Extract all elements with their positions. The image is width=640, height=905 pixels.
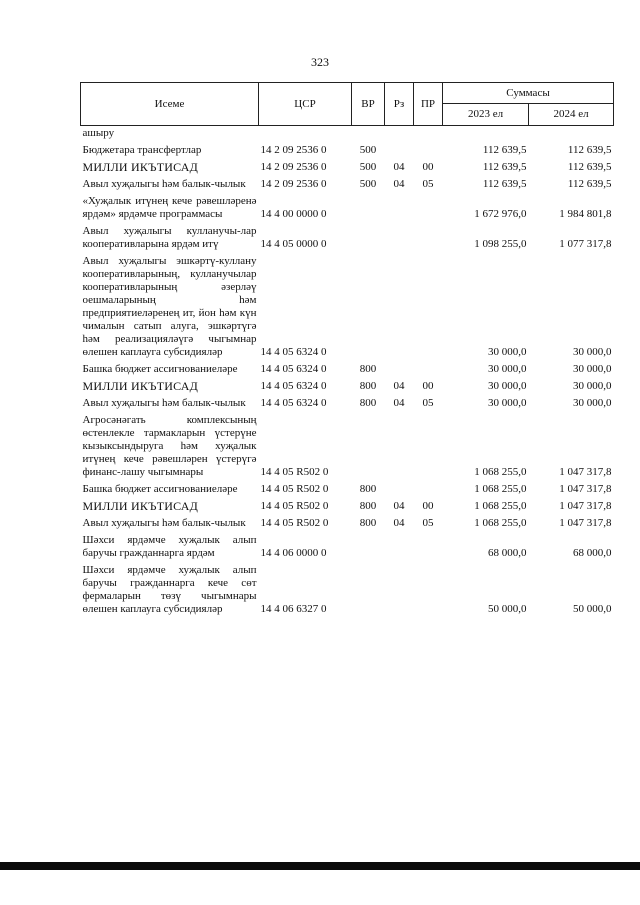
row-csr: 14 4 00 0000 0 [260, 208, 327, 220]
row-name: МИЛЛИ ИКЪТИСАД [82, 379, 198, 393]
budget-table [80, 82, 614, 619]
row-csr: 14 2 09 2536 0 [260, 144, 327, 156]
header-csr: ЦСР [259, 83, 352, 126]
row-sum-2023: 1 098 255,0 [474, 238, 527, 250]
row-csr: 14 4 05 6324 0 [260, 363, 327, 375]
row-sum-2023: 1 068 255,0 [474, 483, 527, 495]
row-sum-2024: 1 047 317,8 [559, 466, 612, 478]
row-vr: 800 [359, 483, 377, 495]
table-row [81, 224, 614, 254]
row-vr [352, 413, 385, 482]
table-header [81, 83, 614, 126]
row-name: Авыл хуҗалыгы һәм балык-чылык [82, 397, 246, 409]
header-vr: ВР [352, 83, 385, 126]
row-rz: 04 [393, 517, 405, 529]
row-vr [352, 224, 385, 254]
row-rz [385, 194, 414, 224]
table-row [81, 533, 614, 563]
row-sum-2024: 30 000,0 [573, 380, 612, 392]
table-row [81, 126, 614, 144]
row-csr [259, 126, 352, 144]
header-year-2024: 2024 ел [529, 104, 614, 126]
row-sum-2023: 112 639,5 [482, 144, 527, 156]
row-vr [352, 563, 385, 619]
row-sum-2024: 30 000,0 [573, 397, 612, 409]
row-vr [352, 533, 385, 563]
table-row [81, 396, 614, 413]
row-pr [414, 224, 443, 254]
row-vr: 800 [359, 517, 377, 529]
row-rz [385, 254, 414, 362]
row-csr: 14 2 09 2536 0 [260, 178, 327, 190]
table-row [81, 413, 614, 482]
table-row [81, 499, 614, 516]
row-vr [352, 254, 385, 362]
row-rz [385, 563, 414, 619]
row-rz: 04 [393, 500, 405, 512]
header-pr: ПР [414, 83, 443, 126]
row-sum-2023: 1 672 976,0 [474, 208, 527, 220]
row-sum-2024: 30 000,0 [573, 363, 612, 375]
row-vr: 800 [359, 363, 377, 375]
row-pr [414, 254, 443, 362]
row-pr [414, 143, 443, 160]
row-csr: 14 4 05 R502 0 [260, 483, 329, 495]
table-row [81, 194, 614, 224]
row-pr [414, 563, 443, 619]
row-csr: 14 2 09 2536 0 [260, 161, 327, 173]
table-row [81, 160, 614, 177]
table-row [81, 379, 614, 396]
row-pr [414, 533, 443, 563]
row-pr: 00 [422, 161, 434, 173]
row-vr: 500 [359, 178, 377, 190]
header-rz: Рз [385, 83, 414, 126]
row-pr: 00 [422, 500, 434, 512]
row-vr: 500 [359, 144, 377, 156]
row-sum-2023: 112 639,5 [482, 161, 527, 173]
row-sum-2024: 1 077 317,8 [559, 238, 612, 250]
row-pr: 05 [422, 517, 434, 529]
row-vr [352, 126, 385, 144]
bottom-scan-border [0, 862, 640, 870]
row-name: МИЛЛИ ИКЪТИСАД [82, 499, 198, 513]
row-sum-2023: 30 000,0 [488, 346, 527, 358]
row-sum-2024: 1 047 317,8 [559, 517, 612, 529]
row-name: «Хуҗалык итүнең кече рәвешләренә ярдәм» ярдәмче программасы [82, 195, 257, 220]
row-name: Авыл хуҗалыгы эшкәртү-куллану кооперативларының, кулланучылар кооперативларының әзерләү оешмаларының һәм предприятиеләренең ит, йон һәм күн чималын сатып алуга, эшкәртүгә һәм реализацияләүгә чыгымнар өлешен каплауга субсидияләр [82, 255, 257, 358]
table-row [81, 254, 614, 362]
table-row [81, 563, 614, 619]
row-csr: 14 4 05 6324 0 [260, 380, 327, 392]
row-rz [385, 413, 414, 482]
row-pr: 00 [422, 380, 434, 392]
row-rz: 04 [393, 380, 405, 392]
row-sum-2024: 112 639,5 [567, 161, 612, 173]
row-name: МИЛЛИ ИКЪТИСАД [82, 160, 198, 174]
row-sum-2024: 30 000,0 [573, 346, 612, 358]
header-sums: Суммасы [443, 83, 614, 104]
row-csr: 14 4 06 0000 0 [260, 547, 327, 559]
row-sum-2024: 1 047 317,8 [559, 500, 612, 512]
row-csr: 14 4 05 6324 0 [260, 346, 327, 358]
row-pr [414, 362, 443, 379]
row-vr: 500 [359, 161, 377, 173]
table-row [81, 516, 614, 533]
row-csr: 14 4 06 6327 0 [260, 603, 327, 615]
row-sum-2023: 68 000,0 [488, 547, 527, 559]
row-name: Шәхси ярдәмче хуҗалык алып баручы гражданнарга кече сөт фермаларын төзү чыгымнары өлешен каплауга субсидияләр [82, 564, 257, 615]
row-vr [352, 194, 385, 224]
row-csr: 14 4 05 R502 0 [260, 517, 329, 529]
row-sum-2023: 30 000,0 [488, 363, 527, 375]
row-sum-2023: 112 639,5 [482, 178, 527, 190]
row-sum-2023: 1 068 255,0 [474, 517, 527, 529]
row-sum-2024: 50 000,0 [573, 603, 612, 615]
row-name: Башка бюджет ассигнованиеләре [82, 483, 238, 495]
row-rz [385, 143, 414, 160]
row-csr: 14 4 05 6324 0 [260, 397, 327, 409]
row-pr: 05 [422, 178, 434, 190]
row-sum-2023 [443, 126, 529, 144]
header-year-2023: 2023 ел [443, 104, 529, 126]
row-csr: 14 4 05 0000 0 [260, 238, 327, 250]
row-rz [385, 533, 414, 563]
row-rz [385, 224, 414, 254]
row-name: Башка бюджет ассигнованиеләре [82, 363, 238, 375]
row-pr: 05 [422, 397, 434, 409]
header-name: Исеме [81, 83, 259, 126]
row-name: Авыл хуҗалыгы һәм балык-чылык [82, 517, 246, 529]
row-sum-2024: 1 047 317,8 [559, 483, 612, 495]
row-rz [385, 126, 414, 144]
row-sum-2024: 112 639,5 [567, 178, 612, 190]
row-rz: 04 [393, 161, 405, 173]
row-pr [414, 482, 443, 499]
row-sum-2023: 50 000,0 [488, 603, 527, 615]
row-name: Авыл хуҗалыгы кулланучы-лар кооперативларына ярдәм итү [82, 225, 257, 250]
row-vr: 800 [359, 380, 377, 392]
table-row [81, 482, 614, 499]
row-sum-2023: 30 000,0 [488, 380, 527, 392]
row-sum-2024: 1 984 801,8 [559, 208, 612, 220]
row-name: Шәхси ярдәмче хуҗалык алып баручы гражданнарга ярдәм [82, 534, 257, 559]
row-name: ашыру [82, 127, 115, 139]
row-sum-2024 [529, 126, 614, 144]
row-pr [414, 413, 443, 482]
row-sum-2024: 112 639,5 [567, 144, 612, 156]
row-rz: 04 [393, 178, 405, 190]
row-name: Агросәнәгать комплексының өстенлекле тармакларын үстерүне кызыксындыруга һәм хуҗалык итүнең кече рәвешләрен үстерүгә финанс-лашу чыгымнары [82, 414, 257, 478]
row-sum-2023: 30 000,0 [488, 397, 527, 409]
row-pr [414, 194, 443, 224]
table-row [81, 143, 614, 160]
row-sum-2024: 68 000,0 [573, 547, 612, 559]
table-row [81, 362, 614, 379]
row-vr: 800 [359, 500, 377, 512]
row-sum-2023: 1 068 255,0 [474, 466, 527, 478]
row-name: Авыл хуҗалыгы һәм балык-чылык [82, 178, 246, 190]
row-rz [385, 362, 414, 379]
row-csr: 14 4 05 R502 0 [260, 500, 329, 512]
row-rz [385, 482, 414, 499]
page-number: 323 [311, 55, 329, 69]
row-csr: 14 4 05 R502 0 [260, 466, 329, 478]
table-row [81, 177, 614, 194]
row-rz: 04 [393, 397, 405, 409]
row-sum-2023: 1 068 255,0 [474, 500, 527, 512]
table-body [81, 126, 614, 620]
row-vr: 800 [359, 397, 377, 409]
row-name: Бюджетара трансфертлар [82, 144, 202, 156]
row-pr [414, 126, 443, 144]
